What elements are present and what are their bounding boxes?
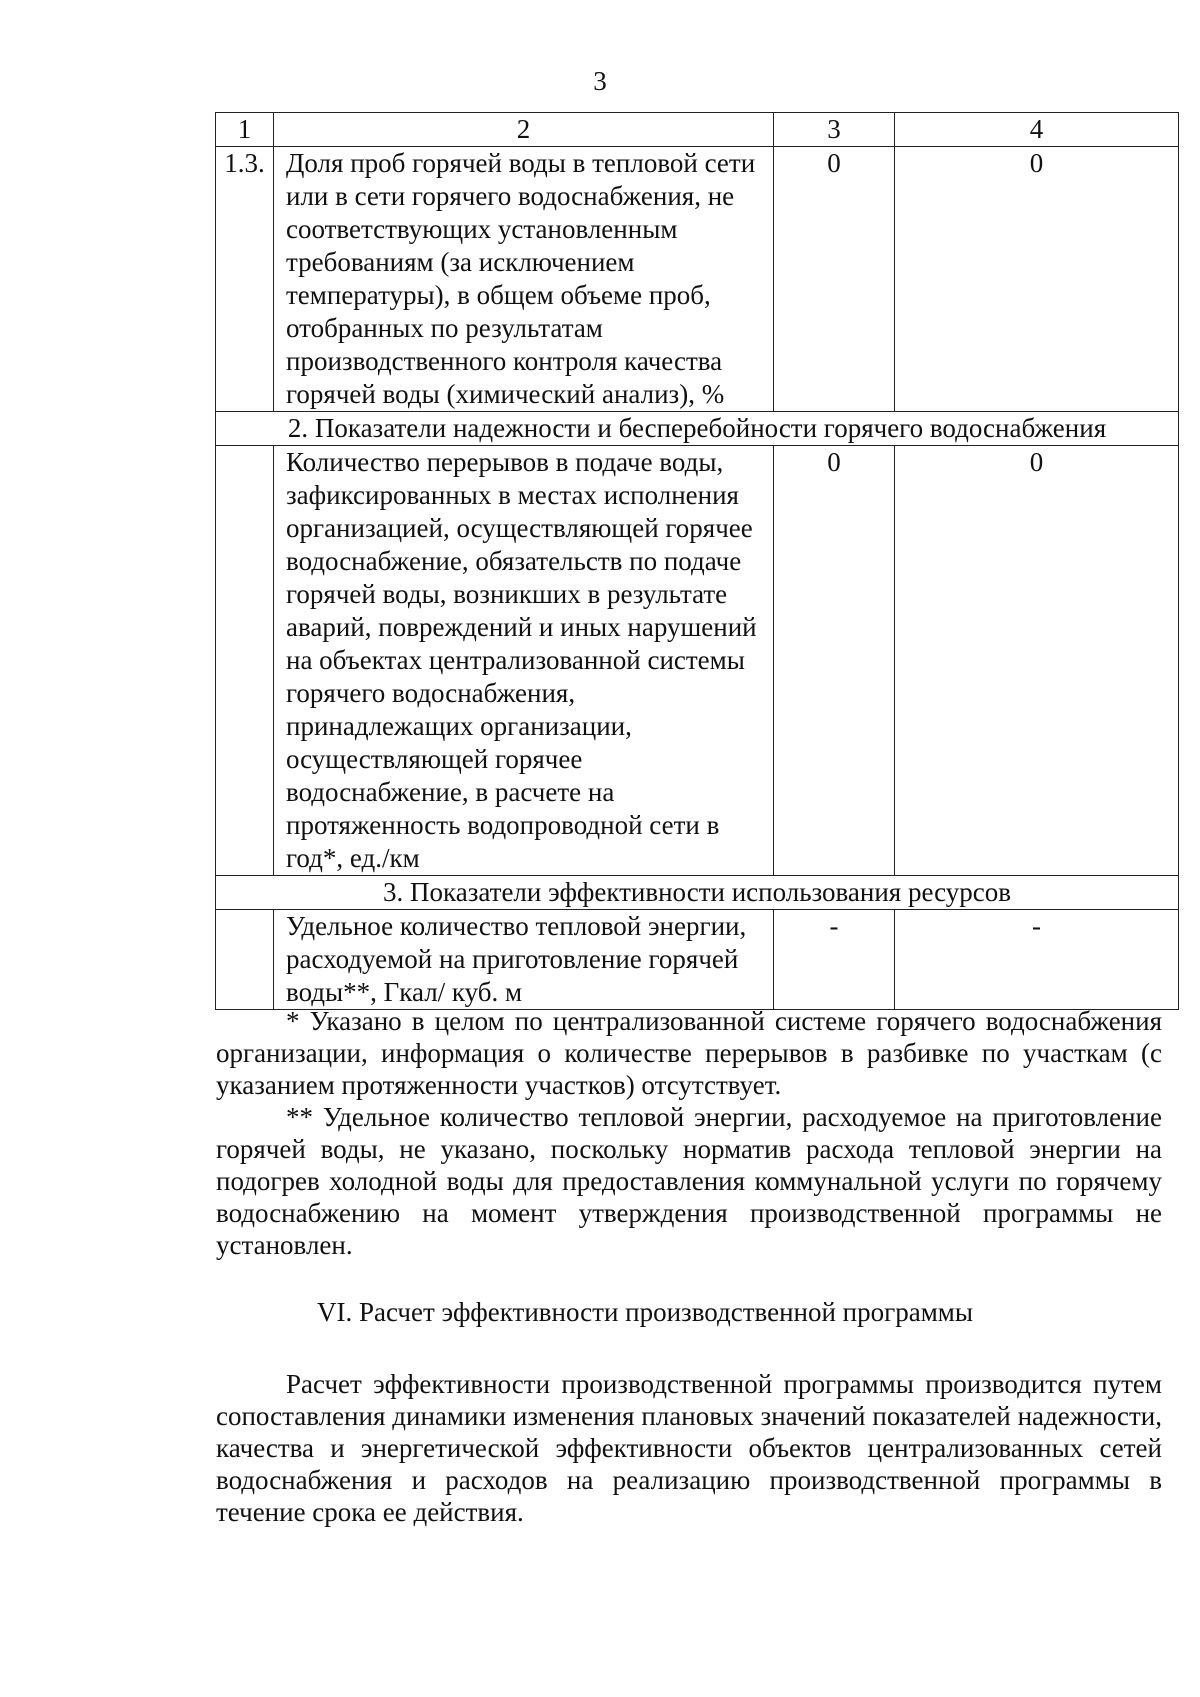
table-header-row [216,113,1179,147]
page-number: 3 [593,66,607,96]
footnote-2: ** Удельное количество тепловой энергии, расходуемое на приготовление горячей воды, не указано, поскольку норматив расхода тепловой энергии на подогрев холодной воды для предоставления коммунальной услуги по горячему водоснабжению на момент утверждения производственной программы не установлен. [216,1102,1162,1260]
section-3-title: 3. Показатели эффективности использования ресурсов [216,876,1179,910]
row-value-col3: - [774,910,895,1010]
row-indicator-text: Доля проб горячей воды в тепловой сети или в сети горячего водоснабжения, не соответствующих установленным требованиям (за исключением температуры), в общем объеме проб, отобранных по результатам производственного контроля качества горячей воды (химический анализ), % [274,147,774,412]
row-value-col4: 0 [895,147,1179,412]
row-number: 1.3. [216,147,274,412]
header-cell-1: 1 [216,113,274,147]
section-vi-paragraph: Расчет эффективности производственной программы производится путем сопоставления динамики изменения плановых значений показателей надежности, качества и энергетической эффективности объектов централизованных сетей водоснабжения и расходов на реализацию производственной программы в течение срока ее действия. [216,1369,1162,1527]
footnote-1: * Указано в целом по централизованной системе горячего водоснабжения организации, информация о количестве перерывов в разбивке по участкам (с указанием протяженности участков) отсутствует. [216,1006,1162,1100]
section-header-row [216,412,1179,446]
section-vi-title: VI. Расчет эффективности производственной программы [316,1297,973,1327]
footnotes [216,1005,1162,1261]
header-cell-3: 3 [774,113,895,147]
header-cell-2: 2 [274,113,774,147]
section-2-title: 2. Показатели надежности и бесперебойности горячего водоснабжения [216,412,1179,446]
table-row [216,147,1179,412]
row-value-col4: 0 [895,446,1179,876]
section-header-row [216,876,1179,910]
indicators-table [215,112,1179,1010]
table-row [216,446,1179,876]
row-value-col4: - [895,910,1179,1010]
row-number [216,910,274,1010]
row-value-col3: 0 [774,147,895,412]
row-number [216,446,274,876]
row-indicator-text: Удельное количество тепловой энергии, расходуемой на приготовление горячей воды**, Гкал/ куб. м [274,910,774,1010]
row-value-col3: 0 [774,446,895,876]
header-cell-4: 4 [895,113,1179,147]
row-indicator-text: Количество перерывов в подаче воды, зафиксированных в местах исполнения организацией, осуществляющей горячее водоснабжение, обязательств по подаче горячей воды, возникших в результате аварий, повреждений и иных нарушений на объектах централизованной системы горячего водоснабжения, принадлежащих организации, осуществляющей горячее водоснабжение, в расчете на протяженность водопроводной сети в год*, ед./км [274,446,774,876]
table-row [216,910,1179,1010]
